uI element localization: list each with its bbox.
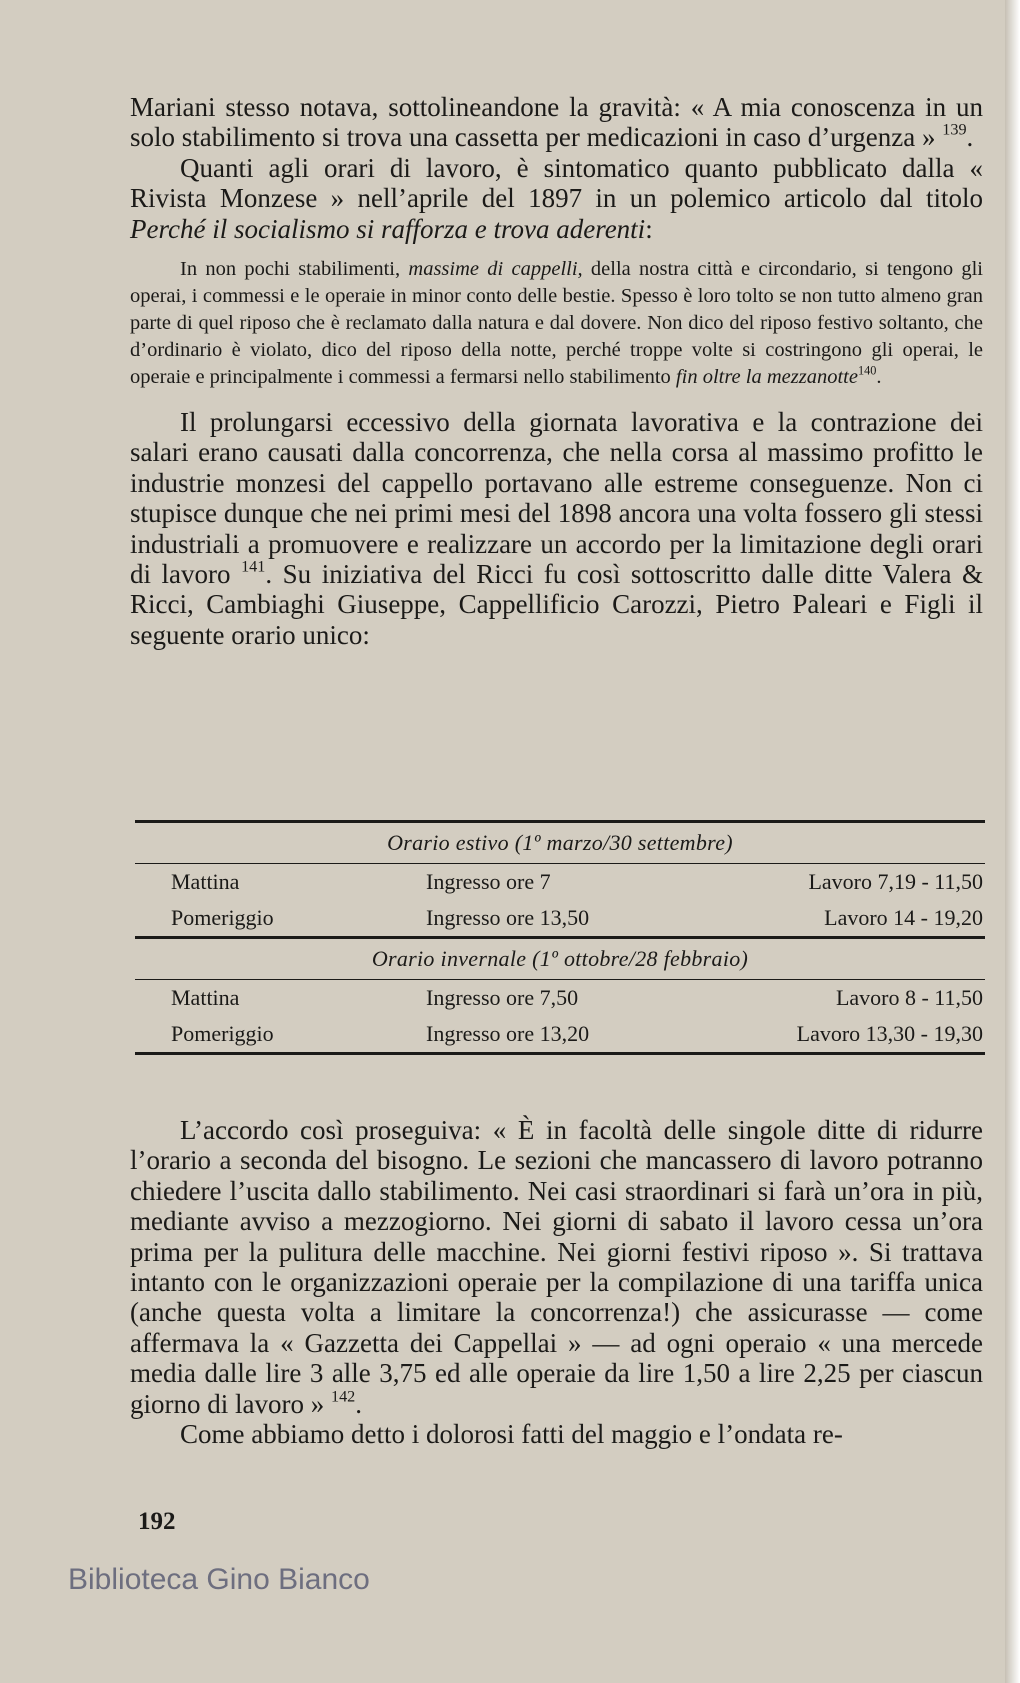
entry-cell: Ingresso ore 13,20	[426, 1016, 766, 1054]
main-text	[130, 92, 983, 650]
period-cell: Pomeriggio	[171, 905, 274, 930]
work-cell: Lavoro 14 - 19,20	[824, 905, 983, 930]
quote-text-a: In non pochi stabilimenti,	[180, 258, 409, 281]
winter-header-row	[135, 938, 985, 980]
paragraph-4-text: L’accordo così proseguiva: « È in facoltà delle singole ditte di ridurre l’orario a seconda del bisogno. Le sezioni che mancassero di lavoro potranno chiedere l’uscita dallo stabilimento. Nei casi straordinari si farà un’ora in più, mediante avviso a mezzogiorno. Nei giorni di sabato il lavoro cessa un’ora prima per la pulitura delle macchine. Nei giorni festivi riposo ». Si trattava intanto con le organizzazioni operaie per la compilazione di una tariffa unica (anche questa volta a limitare la concorrenza!) che assicurasse — come affermava la « Gazzetta dei Cappellai » — ad ogni operaio « una mercede media dalle lire 3 alle 3,75 ed alle operaie da lire 1,50 a lire 2,25 per ciascun giorno di lavoro »	[130, 1115, 983, 1419]
table-row	[135, 900, 985, 938]
summer-header-row	[135, 822, 985, 864]
paragraph-2	[130, 153, 983, 244]
entry-cell: Ingresso ore 7,50	[426, 985, 579, 1010]
footnote-ref-140[interactable]: 140	[857, 363, 877, 378]
paragraph-1-text: Mariani stesso notava, sottolineandone la gravità: « A mia conoscenza in un solo stabilimento si trova una cassetta per medicazioni in caso d’urgenza »	[130, 92, 983, 153]
paragraph-3	[130, 407, 983, 650]
page-edge	[1005, 0, 1020, 1683]
work-schedule-table	[135, 820, 985, 1055]
paragraph-4-end: .	[355, 1388, 363, 1419]
table-row	[135, 1016, 985, 1054]
winter-title: Orario invernale (1º ottobre/28 febbraio)	[135, 938, 985, 980]
footnote-ref-141[interactable]: 141	[241, 557, 266, 576]
work-cell: Lavoro 8 - 11,50	[835, 985, 983, 1010]
main-text-continued	[130, 1115, 983, 1449]
paragraph-2-text: Quanti agli orari di lavoro, è sintomatico quanto pubblicato dalla « Rivista Monzese » nell’aprile del 1897 in un polemico articolo dal titolo	[130, 152, 983, 214]
paragraph-3-text: Il prolungarsi eccessivo della giornata lavorativa e la contrazione dei salari erano causati dalla concorrenza, che nella corsa al massimo profitto le industrie monzesi del cappello portavano alle estreme conseguenze. Non ci stupisce dunque che nei primi mesi del 1898 ancora una volta fossero gli stessi industriali a promuovere e realizzare un accordo per la limitazione degli orari di lavoro	[130, 407, 983, 590]
paragraph-1-end: .	[966, 122, 974, 153]
quote-text-c: della nostra città e circondario, si tengono gli operai, i commessi e le operaie in minor conto delle bestie. Spesso è loro tolto se non tutto almeno gran parte di quel riposo che è reclamato dalla natura e dal dovere. Non dico del riposo festivo soltanto, che d’ordinario è violato, dico del riposo della notte, perché troppe volte si costringono gli operai, le operaie e principalmente i commessi a fermarsi nello stabilimento	[130, 258, 983, 389]
page-number: 192	[138, 1508, 176, 1535]
quote-emphasis-1: massime di cappelli,	[408, 258, 583, 281]
work-cell: Lavoro 13,30 - 19,30	[766, 1016, 985, 1054]
quote-emphasis-2: fin oltre la mezzanotte	[675, 366, 858, 389]
period-cell: Pomeriggio	[135, 1016, 426, 1054]
entry-cell: Ingresso ore 13,50	[426, 905, 590, 930]
library-watermark: Biblioteca Gino Bianco	[68, 1563, 370, 1596]
block-quote	[130, 256, 983, 391]
footnote-ref-142[interactable]: 142	[330, 1387, 356, 1406]
paragraph-4	[130, 1115, 983, 1419]
paragraph-5: Come abbiamo detto i dolorosi fatti del maggio e l’ondata re-	[180, 1419, 843, 1450]
summer-title: Orario estivo (1º marzo/30 settembre)	[135, 822, 985, 864]
entry-cell: Ingresso ore 7	[426, 869, 551, 894]
table-row	[135, 980, 985, 1017]
table-row	[135, 864, 985, 901]
paragraph-1	[130, 92, 983, 153]
work-cell: Lavoro 7,19 - 11,50	[808, 869, 983, 894]
paragraph-3-end: . Su iniziativa del Ricci fu così sottoscritto dalle ditte Valera & Ricci, Cambiaghi Giuseppe, Cappellificio Carozzi, Pietro Paleari e Figli il seguente orario unico:	[130, 559, 983, 650]
quote-end: .	[876, 366, 882, 389]
footnote-ref-139[interactable]: 139	[942, 121, 967, 140]
article-title: Perché il socialismo si rafforza e trova aderenti	[130, 213, 646, 244]
period-cell: Mattina	[171, 869, 240, 894]
paragraph-2-end: :	[645, 213, 653, 244]
period-cell: Mattina	[171, 985, 240, 1010]
